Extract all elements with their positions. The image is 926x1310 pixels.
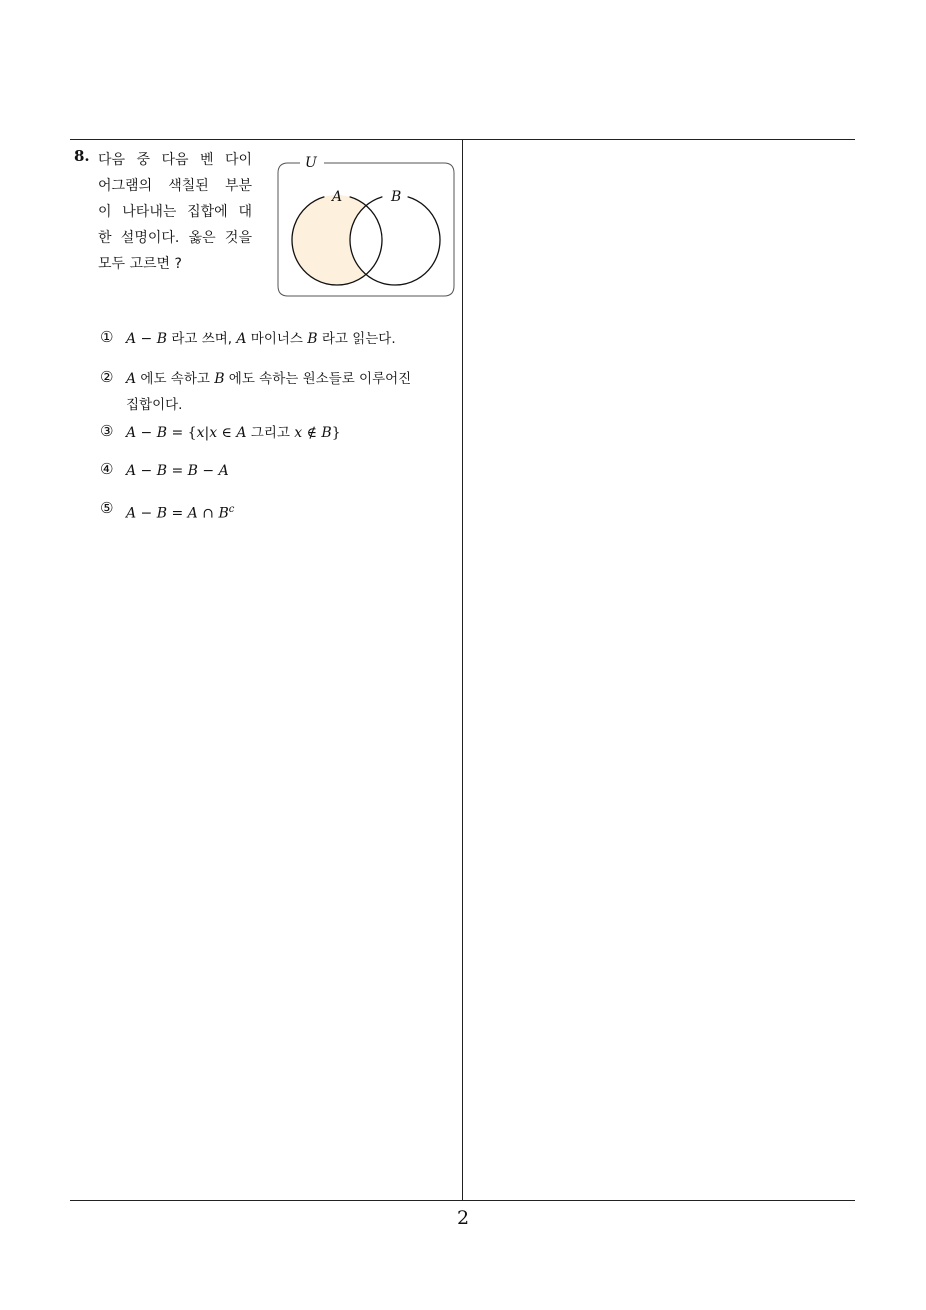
choice-text: 마이너스: [246, 331, 308, 347]
choice-text: 에도 속하는 원소들로 이루어진: [224, 371, 412, 387]
question-stem: [98, 147, 252, 277]
choice-text: ∩: [197, 505, 219, 522]
choice-text: x: [209, 425, 218, 441]
choice-text: 집합이다.: [126, 397, 183, 413]
choice-text: B: [214, 371, 225, 387]
choice-marker: ③: [100, 422, 114, 440]
choice-text: 라고 쓰며,: [167, 331, 237, 347]
choice-text: B − A: [187, 463, 229, 479]
stem-line: 다음 중 다음 벤 다이: [98, 152, 252, 168]
choice-text: A − B: [126, 505, 168, 522]
universe-label: U: [305, 155, 317, 171]
choice-text: A − B: [126, 425, 168, 441]
stem-line: 어그램의 색칠된 부분: [98, 178, 252, 194]
choice-text: A − B: [126, 463, 168, 479]
choice-marker: ⑤: [100, 499, 114, 517]
choice-text: ∉: [302, 425, 322, 441]
choice-text: }: [331, 425, 341, 441]
choice-text: A: [236, 331, 247, 347]
stem-line: 모두 고르면 ?: [98, 256, 182, 272]
choice-text: A − B: [126, 331, 168, 347]
question-number: 8.: [74, 147, 90, 165]
stem-line: 이 나타내는 집합에 대: [98, 204, 252, 220]
choice-text: =: [167, 463, 188, 479]
choice-marker: ②: [100, 368, 114, 386]
choice-2[interactable]: [100, 368, 450, 420]
choice-text: B: [218, 505, 229, 522]
choice-text: A: [126, 371, 137, 387]
choice-text: = {: [167, 425, 197, 441]
venn-diagram: [276, 153, 456, 299]
stem-line: 한 설명이다. 옳은 것을: [98, 230, 252, 246]
choice-text: B: [307, 331, 318, 347]
choice-text: c: [228, 504, 235, 515]
choice-text: 에도 속하고: [136, 371, 215, 387]
page-number: 2: [456, 1207, 470, 1229]
choice-text: A: [187, 505, 198, 522]
choice-text: B: [321, 425, 332, 441]
choice-text: =: [167, 505, 188, 522]
choice-text: A: [236, 425, 247, 441]
set-b-label: B: [391, 189, 402, 205]
choice-text: 그리고: [246, 425, 295, 441]
choice-marker: ①: [100, 328, 114, 346]
bottom-rule: [70, 1200, 855, 1201]
column-divider: [462, 139, 463, 1200]
choice-text: 라고 읽는다.: [317, 331, 396, 347]
choice-text: ∈: [217, 425, 237, 441]
set-a-label: A: [332, 189, 343, 205]
choice-text: x: [294, 425, 303, 441]
choice-text: x: [196, 425, 205, 441]
choice-marker: ④: [100, 460, 114, 478]
choice-text: |: [204, 425, 210, 441]
